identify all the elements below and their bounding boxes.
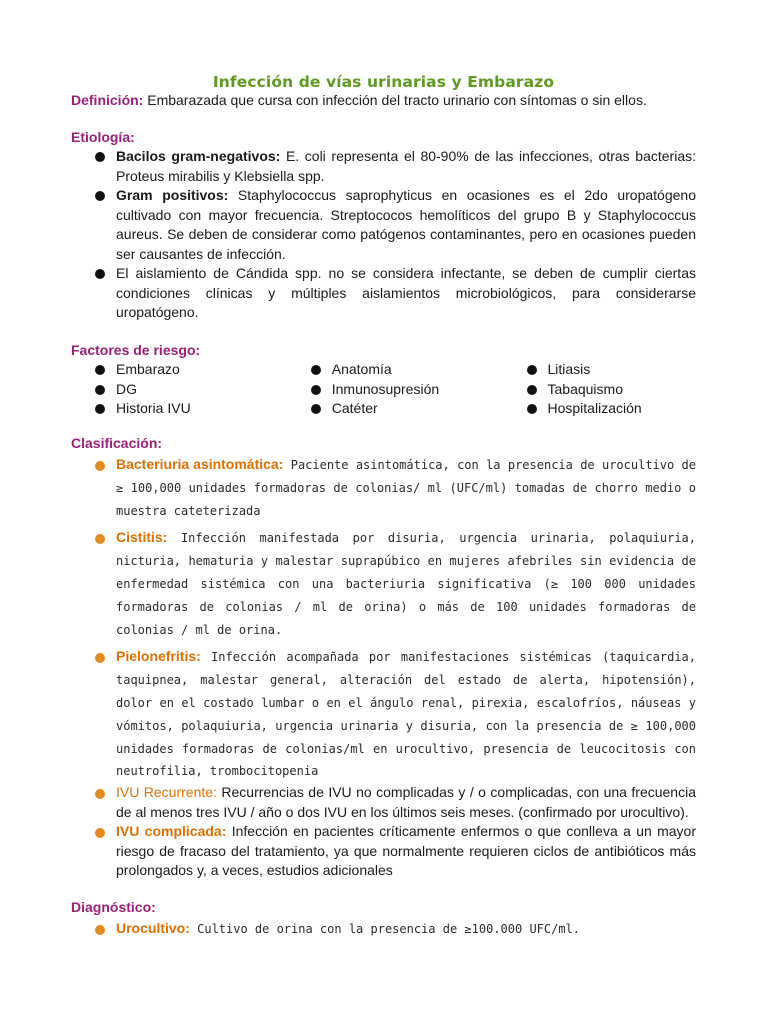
- classification-list: [71, 453, 696, 881]
- risk-column-2: [287, 360, 503, 419]
- list-item: [503, 360, 697, 380]
- list-item: [287, 399, 503, 419]
- list-item: [71, 147, 696, 186]
- bullet-icon: [95, 789, 105, 799]
- list-item: [503, 399, 697, 419]
- list-item: [71, 380, 287, 400]
- list-item: [287, 380, 503, 400]
- item-text: Recurrencias de IVU no complicadas y / o complicadas, con una frecuencia de al menos tres IVU / año o dos IVU en los últimos seis meses. (confirmado por urocultivo).: [116, 784, 696, 820]
- risk-factor-label: Anatomía: [331, 361, 392, 377]
- bullet-icon: [95, 828, 105, 838]
- bullet-icon: [527, 385, 537, 395]
- list-item: [71, 783, 696, 822]
- list-item: [71, 645, 696, 783]
- list-item: [71, 917, 696, 941]
- risk-factor-label: Inmunosupresión: [331, 380, 440, 397]
- diagnosis-list: [71, 917, 696, 941]
- bullet-icon: [95, 385, 105, 395]
- risk-factor-label: Historia IVU: [116, 400, 191, 416]
- bullet-icon: [527, 365, 537, 375]
- risk-factor-label: DG: [116, 380, 137, 397]
- bullet-icon: [95, 653, 105, 663]
- bullet-icon: [95, 365, 105, 375]
- item-text: Infección manifestada por disuria, urgencia urinaria, polaquiuria, nicturia, hematuria y malestar suprapúbico en mujeres afebriles sin evidencia de enfermedad sistémica con una bacteriuria significativa (≥ 100 000 unidades formadoras de colonias / ml de orina) o más de 100 unidades formadoras de colonias / ml de orina.: [116, 531, 696, 637]
- diagnosis-heading: Diagnóstico:: [71, 898, 156, 915]
- item-label: Urocultivo:: [116, 920, 190, 937]
- bullet-icon: [95, 191, 105, 201]
- item-label: IVU complicada:: [116, 823, 227, 840]
- bullet-icon: [527, 404, 537, 414]
- list-item: [287, 360, 503, 380]
- risk-factor-label: Catéter: [331, 400, 378, 416]
- risk-column-3: [503, 360, 697, 419]
- risk-column-1: [71, 360, 287, 419]
- bullet-icon: [311, 365, 321, 375]
- item-text: Infección en pacientes críticamente enfermos o que conlleva a un mayor riesgo de fracaso del tratamiento, ya que normalmente requieren ciclos de antibióticos más prolongados y, a veces, estudios adicionales: [116, 823, 696, 879]
- risk-factor-label: Embarazo: [116, 361, 180, 377]
- list-item: [71, 264, 696, 323]
- item-text: Cultivo de orina con la presencia de ≥100.000 UFC/ml.: [189, 922, 581, 937]
- list-item: [71, 822, 696, 881]
- bullet-icon: [95, 404, 105, 414]
- list-item: [71, 360, 287, 380]
- item-label: Gram positivos:: [116, 187, 229, 203]
- bullet-icon: [311, 385, 321, 395]
- list-item: [71, 453, 696, 522]
- definition-paragraph: [71, 91, 696, 111]
- definition-text: Embarazada que cursa con infección del tracto urinario con síntomas o sin ellos.: [143, 92, 647, 108]
- bullet-icon: [95, 925, 105, 935]
- risk-factor-label: Litiasis: [547, 361, 591, 377]
- classification-heading: Clasificación:: [71, 434, 163, 451]
- item-label: Bacilos gram-negativos:: [116, 148, 281, 164]
- item-label: IVU Recurrente:: [116, 784, 217, 801]
- bullet-icon: [311, 404, 321, 414]
- list-item: [503, 380, 697, 400]
- item-text: El aislamiento de Cándida spp. no se considera infectante, se deben de cumplir ciertas condiciones clínicas y múltiples aislamientos microbiológicos, para considerarse uropatógeno.: [116, 265, 696, 320]
- list-item: [71, 399, 287, 419]
- bullet-icon: [95, 269, 105, 279]
- risk-factors-heading: Factores de riesgo:: [71, 341, 201, 358]
- item-text: Paciente asintomática, con la presencia de urocultivo de ≥ 100,000 unidades formadoras de colonias/ ml (UFC/ml) tomadas de chorro medio o muestra cateterizada: [116, 458, 696, 518]
- etiology-heading: Etiología:: [71, 128, 135, 145]
- etiology-list: [71, 147, 696, 323]
- definition-label: Definición:: [71, 92, 144, 108]
- item-text: E. coli representa el 80-90% de las infecciones, otras bacterias: Proteus mirabilis y Klebsiella spp.: [116, 148, 696, 184]
- item-label: Cistitis:: [116, 529, 168, 546]
- list-item: [71, 526, 696, 641]
- bullet-icon: [95, 152, 105, 162]
- item-label: Pielonefritis:: [116, 648, 201, 665]
- item-text: Staphylococcus saprophyticus en ocasiones es el 2do uropatógeno cultivado con mayor frecuencia. Streptococos hemolíticos del grupo B y Staphylococcus aureus. Se deben de considerar como patógenos contaminantes, pero en ocasiones pueden ser causantes de infección.: [116, 187, 696, 262]
- risk-factor-label: Hospitalización: [547, 400, 642, 416]
- item-text: Infección acompañada por manifestaciones sistémicas (taquicardia, taquipnea, malestar general, alteración del estado de alerta, hipotensión), dolor en el costado lumbar o en el ángulo renal, pirexia, escalofríos, náuseas y vómitos, polaquiuria, urgencia urinaria y disuria, con la presencia de ≥ 100,000 unidades formadoras de colonias/ml en urocultivo, presencia de leucocitosis con neutrofilia, trombocitopenia: [116, 650, 696, 779]
- document-title: Infección de vías urinarias y Embarazo: [212, 73, 555, 91]
- risk-factor-label: Tabaquismo: [547, 380, 623, 397]
- bullet-icon: [95, 534, 105, 544]
- bullet-icon: [95, 461, 105, 471]
- risk-factors-grid: [71, 360, 696, 419]
- item-label: Bacteriuria asintomática:: [116, 456, 284, 472]
- list-item: [71, 186, 696, 264]
